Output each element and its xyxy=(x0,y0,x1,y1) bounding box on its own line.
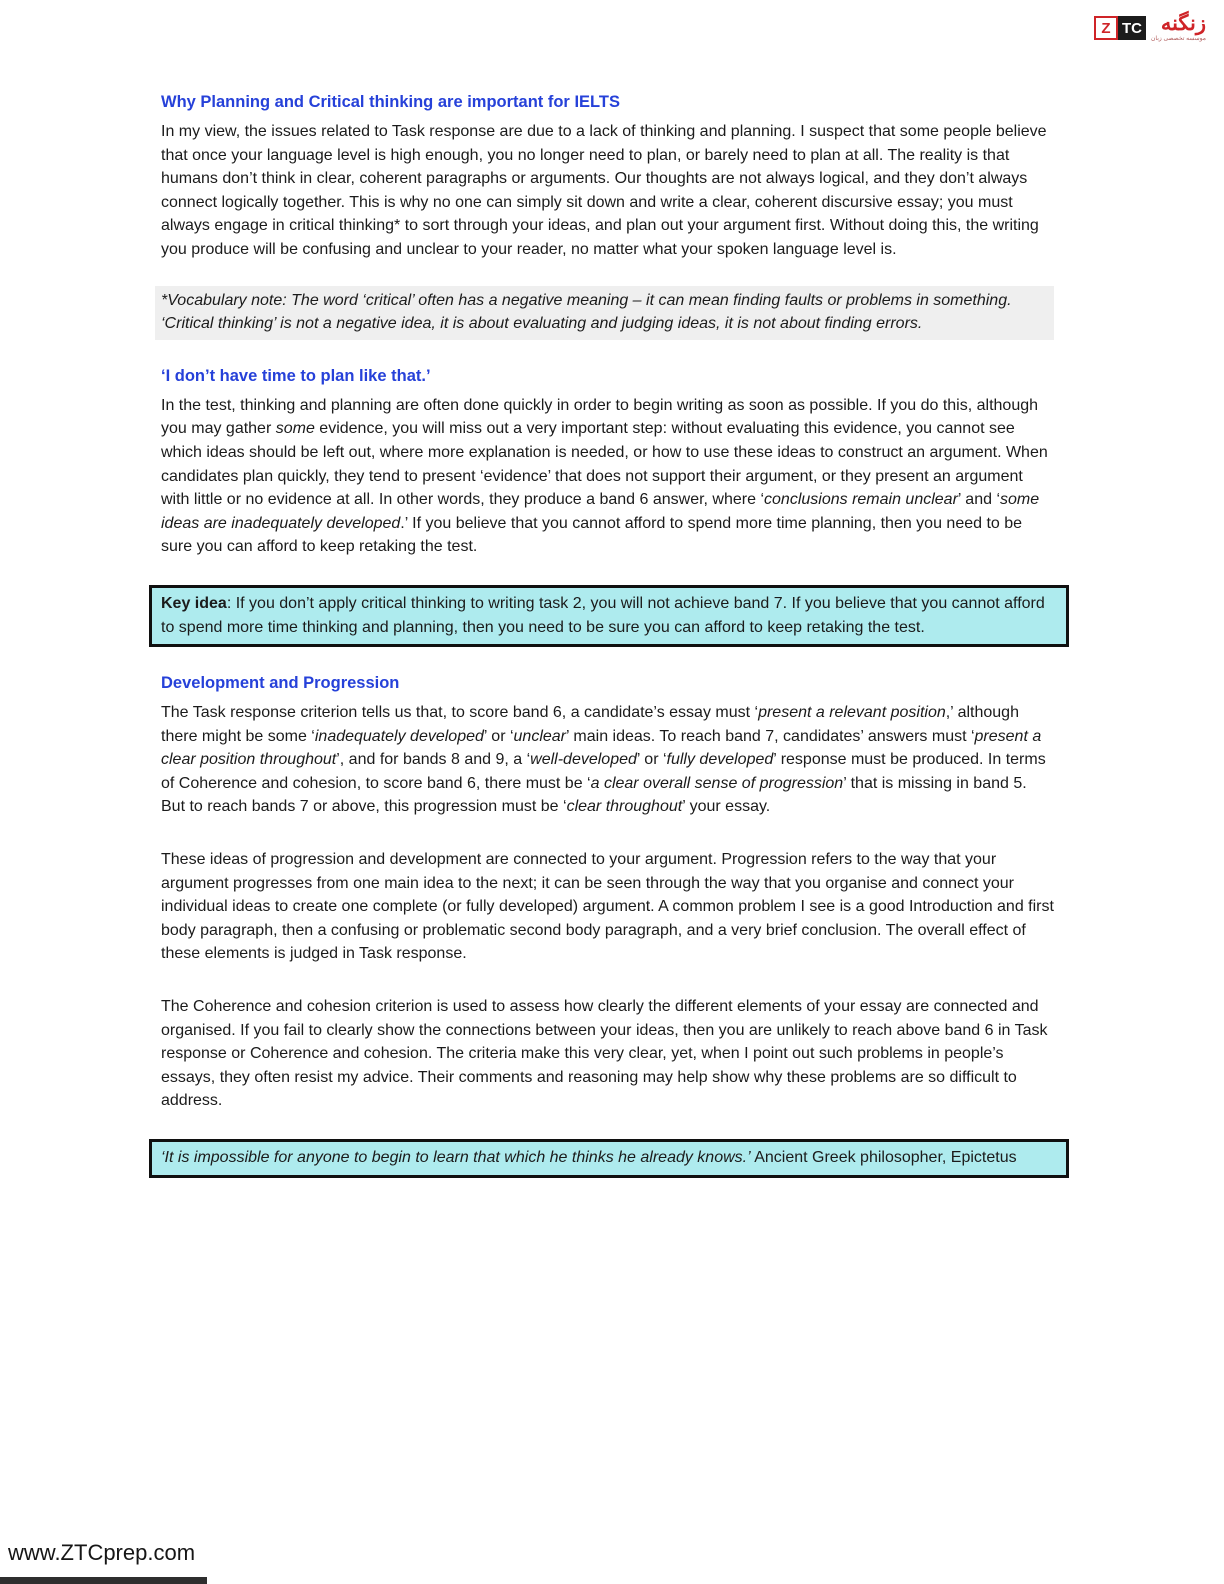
paragraph-task-response-criterion: The Task response criterion tells us that, to score band 6, a candidate’s essay must ‘present a relevant position,’ although there might be some ‘inadequately developed’ or ‘unclear’ main ideas. To reach band 7, candidates’ answers must ‘present a clear position throughout’, and for bands 8 and 9, a ‘well-developed’ or ‘fully developed’ response must be produced. In terms of Coherence and cohesion, to score band 6, there must be ‘a clear overall sense of progression’ that is missing in band 5. But to reach bands 7 or above, this progression must be ‘clear throughout’ your essay. xyxy=(161,704,1046,816)
section-heading-why-planning: Why Planning and Critical thinking are important for IELTS xyxy=(161,93,620,111)
page-content xyxy=(161,92,1054,1178)
logo-tc-icon: TC xyxy=(1118,16,1146,40)
paragraph-no-time-to-plan: In the test, thinking and planning are often done quickly in order to begin writing as soon as possible. If you do this, although you may gather some evidence, you will miss out a very important step: without evaluating this evidence, you cannot see which ideas should be left out, where more explanation is needed, or how to use these ideas to construct an argument. When candidates plan quickly, they tend to present ‘evidence’ that does not support their argument, or they present an argument with little or no evidence at all. In other words, they produce a band 6 answer, where ‘conclusions remain unclear’ and ‘some ideas are inadequately developed.’ If you believe that you cannot afford to spend more time planning, then you need to be sure you can afford to keep retaking the test. xyxy=(161,396,1048,556)
epictetus-quote-box: ‘It is impossible for anyone to begin to learn that which he thinks he already knows.’ Ancient Greek philosopher, Epictetus xyxy=(149,1139,1069,1178)
vocabulary-note: *Vocabulary note: The word ‘critical’ often has a negative meaning – it can mean finding faults or problems in something. ‘Critical thinking’ is not a negative idea, it is about evaluating and judging ideas, it is not about finding errors. xyxy=(155,286,1054,340)
key-idea-box: Key idea: If you don’t apply critical thinking to writing task 2, you will not achieve band 7. If you believe that you cannot afford to spend more time thinking and planning, then you need to be sure you can afford to keep retaking the test. xyxy=(149,585,1069,647)
section-heading-development-progression: Development and Progression xyxy=(161,674,400,693)
logo-tagline-farsi: موسسه تخصصی زبان xyxy=(1151,36,1206,42)
paragraph-coherence-cohesion: The Coherence and cohesion criterion is used to assess how clearly the different elements of your essay are connected and organised. If you fail to clearly show the connections between your ideas, then you are unlikely to reach above band 6 in Task response or Coherence and cohesion. The criteria make this very clear, yet, when I point out such problems in people’s essays, they often resist my advice. Their comments and reasoning may help show why these problems are so difficult to address. xyxy=(161,998,1048,1110)
section-heading-no-time-to-plan: ‘I don’t have time to plan like that.’ xyxy=(161,366,431,385)
site-url: www.ZTCprep.com xyxy=(8,1540,196,1565)
logo-farsi-block xyxy=(1151,13,1206,42)
paragraph-progression-development: These ideas of progression and development are connected to your argument. Progression refers to the way that your argument progresses from one main idea to the next; it can be seen through the way that you organise and connect your individual ideas to create one complete (or fully developed) argument. A common problem I see is a good Introduction and first body paragraph, then a confusing or problematic second body paragraph, and a very brief conclusion. The overall effect of these elements is judged in Task response. xyxy=(161,851,1054,963)
paragraph-why-planning: In my view, the issues related to Task response are due to a lack of thinking and planning. I suspect that some people believe that once your language level is high enough, you no longer need to plan, or barely need to plan at all. The reality is that humans don’t think in clear, coherent paragraphs or arguments. Our thoughts are not always logical, and they don’t always connect logically together. This is why no one can simply sit down and write a clear, coherent discursive essay; you must always engage in critical thinking* to sort through your ideas, and plan out your argument first. Without doing this, the writing you produce will be confusing and unclear to your reader, no matter what your spoken language level is. xyxy=(161,123,1047,258)
logo-z-icon: Z xyxy=(1094,16,1118,40)
bottom-bar xyxy=(0,1577,207,1584)
logo-brand-farsi: زنگنه xyxy=(1160,12,1206,35)
ztc-logo xyxy=(1094,13,1206,42)
